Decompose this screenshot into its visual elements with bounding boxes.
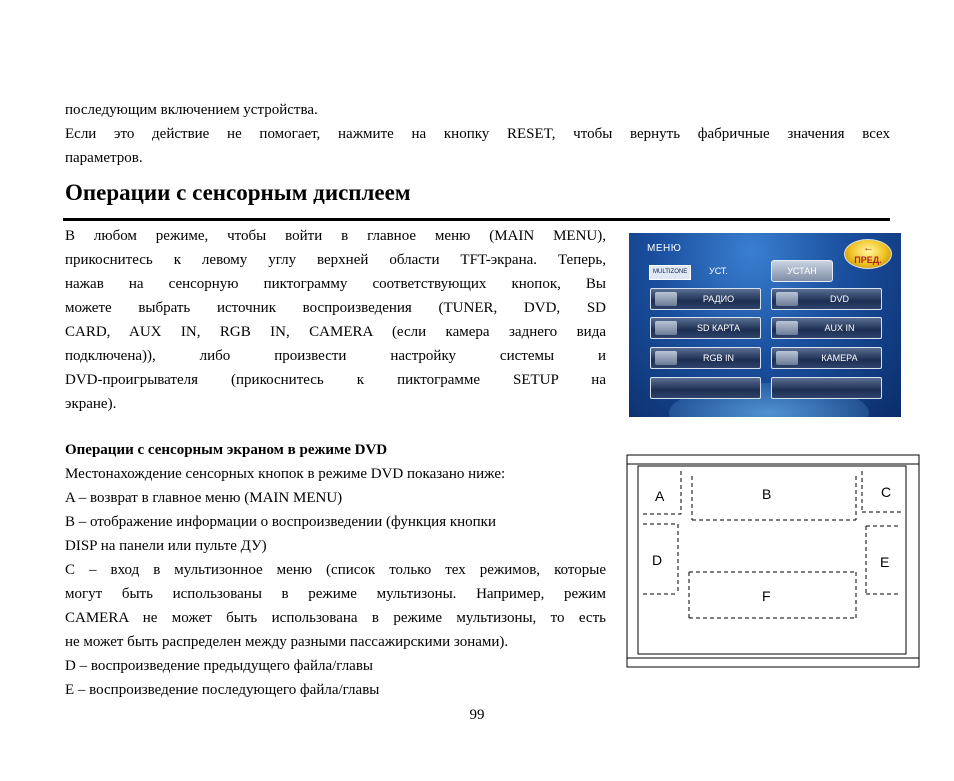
menu-button-dvd [771,288,882,310]
camera-icon [776,351,798,365]
menu-button-rgb-in [650,347,761,369]
para2-line: C – вход в мультизонное меню (список только тех режимов, которые [65,562,606,578]
zone-label-e: E [880,554,890,570]
para1-line: DVD-проигрывателя (прикоснитесь к пиктограмме SETUP на [65,372,606,388]
section-title: Операции с сенсорным дисплеем [65,180,411,205]
menu-button-label: DVD [829,294,849,304]
menu-button-radio [650,288,761,310]
radio-icon [655,292,677,306]
para2-line: не может быть распределен между разными пассажирскими зонами). [65,634,509,650]
main-menu-screenshot [629,233,901,417]
menu-button-label: RGB IN [702,353,734,363]
zone-label-d: D [652,552,663,568]
menu-button-sd-card [650,317,761,339]
menu-button-label: AUX IN [824,323,855,333]
zone-label-f: F [762,588,771,604]
disc-icon [776,292,798,306]
back-button [844,239,892,269]
para2-line: E – воспроизведение последующего файла/главы [65,682,380,698]
menu-button-aux-in [771,317,882,339]
para1-line: можете выбрать источник воспроизведения (TUNER, DVD, SD [65,300,606,316]
multizone-button: MULTIZONE [649,265,691,280]
para2-line: D – воспроизведение предыдущего файла/главы [65,658,374,674]
setup-button: УСТАН [771,260,833,282]
intro-line-2: Если это действие не помогает, нажмите на кнопку RESET, чтобы вернуть фабричные значения всех [65,126,890,142]
back-label: ПРЕД. [854,255,882,265]
para1-line: прикоснитесь к левому углу верхней области TFT-экрана. Теперь, [65,252,606,268]
menu-button-label: КАМЕРА [821,353,858,363]
menu-button-label: РАДИО [702,294,735,304]
para2-line: B – отображение информации о воспроизведении (функция кнопки [65,514,497,530]
zone-label-b: B [762,486,772,502]
menu-button-empty [771,377,882,399]
zone-label-a: A [655,488,665,504]
para2-line: DISP на панели или пульте ДУ) [65,538,267,554]
para2-line: A – возврат в главное меню (MAIN MENU) [65,490,343,506]
para1-line: CARD, AUX IN, RGB IN, CAMERA (если камера заднего вида [65,324,606,340]
para2-line: могут быть использованы в режиме мультизоны. Например, режим [65,586,606,602]
page-number: 99 [469,707,485,723]
para1-line: экране). [65,396,117,412]
para1-line: нажав на сенсорную пиктограмму соответствующих кнопок, Вы [65,276,606,292]
para1-line: подключена)), либо произвести настройку системы и [65,348,606,364]
menu-button-label: SD КАРТА [696,323,741,333]
para2-line: Местонахождение сенсорных кнопок в режиме DVD показано ниже: [65,466,506,482]
ust-label: УСТ. [709,266,728,276]
zone-label-c: C [881,484,892,500]
zones-outline [626,454,920,668]
subsection-title: Операции с сенсорным экраном в режиме DVD [65,442,388,458]
touch-zones-diagram [626,454,920,668]
back-arrow-icon: ← [863,242,874,254]
menu-button-camera [771,347,882,369]
aux-icon [776,321,798,335]
intro-line-3: параметров. [65,150,143,166]
para2-line: CAMERA не может быть использована в режиме мультизоны, то есть [65,610,606,626]
sd-card-icon [655,321,677,335]
section-rule [63,218,890,221]
para1-line: В любом режиме, чтобы войти в главное меню (MAIN MENU), [65,228,606,244]
rgb-icon [655,351,677,365]
menu-button-empty [650,377,761,399]
intro-line-1: последующим включением устройства. [65,102,318,118]
menu-title: МЕНЮ [647,243,682,254]
